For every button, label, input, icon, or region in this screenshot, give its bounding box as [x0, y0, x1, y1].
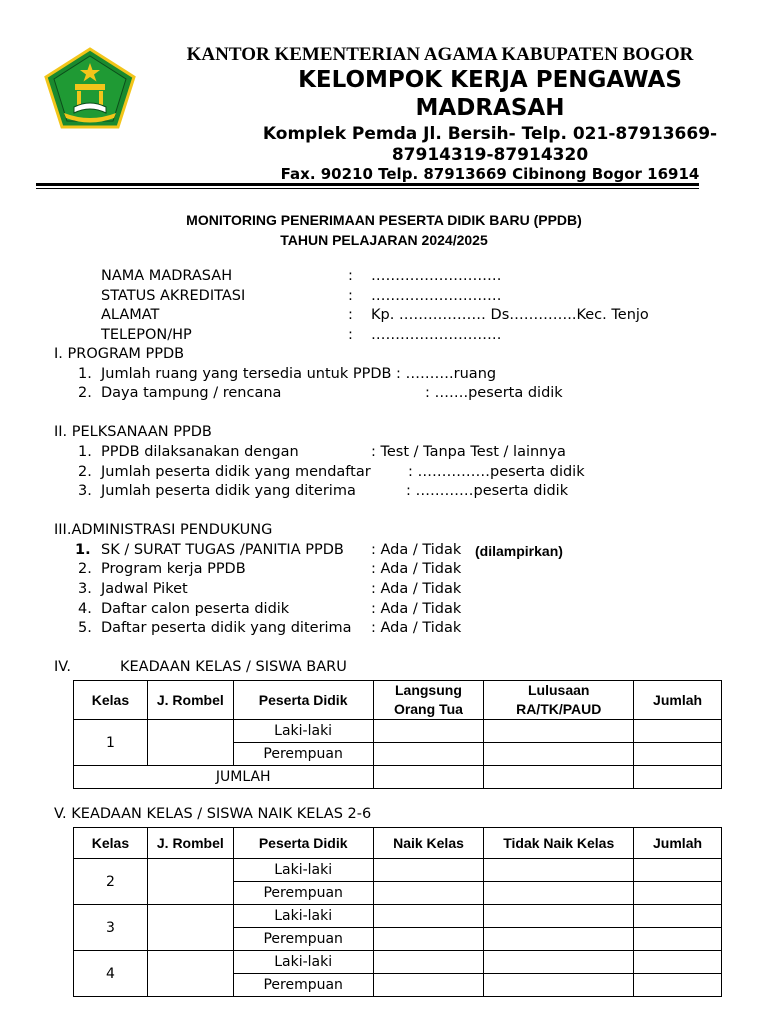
office-name: KANTOR KEMENTERIAN AGAMA KABUPATEN BOGOR: [186, 44, 694, 65]
identity-value-accreditation: ………………………: [371, 288, 502, 304]
section3-item1-note: (dilampirkan): [475, 543, 563, 559]
section3-item1: SK / SURAT TUGAS /PANITIA PPDB: [101, 542, 344, 558]
list-number: 4.: [78, 601, 92, 617]
entry-cell[interactable]: [484, 951, 634, 974]
entry-cell[interactable]: [484, 743, 634, 766]
entry-cell[interactable]: [484, 974, 634, 997]
list-number: 2.: [78, 385, 92, 401]
identity-colon: :: [348, 268, 353, 284]
kelas-cell: 2: [74, 859, 148, 905]
list-number: 3.: [78, 581, 92, 597]
entry-cell[interactable]: [484, 720, 634, 743]
rombel-cell[interactable]: [147, 951, 233, 997]
col-header-kelas: Kelas: [74, 681, 148, 720]
section5-heading: V. KEADAAN KELAS / SISWA NAIK KELAS 2-6: [54, 806, 372, 822]
gender-cell: Perempuan: [233, 882, 373, 905]
col-header-tidak-naik: Tidak Naik Kelas: [484, 828, 634, 859]
rombel-cell[interactable]: [147, 859, 233, 905]
col-header-lulusan: Lulusaan RA/TK/PAUD: [484, 681, 634, 720]
entry-cell[interactable]: [373, 859, 484, 882]
col-header-kelas: Kelas: [74, 828, 148, 859]
section3-item5-value: : Ada / Tidak: [371, 620, 462, 636]
list-number: 5.: [78, 620, 92, 636]
section3-item2-value: : Ada / Tidak: [371, 561, 462, 577]
entry-cell[interactable]: [634, 882, 722, 905]
new-students-table: [73, 680, 722, 789]
section2-item3-value: : …………peserta didik: [406, 483, 569, 499]
doc-year: TAHUN PELAJARAN 2024/2025: [280, 232, 488, 248]
group-name-line2: MADRASAH: [415, 95, 565, 121]
entry-cell[interactable]: [484, 928, 634, 951]
entry-cell[interactable]: [484, 859, 634, 882]
address-line1: Komplek Pemda Jl. Bersih- Telp. 021-87913669-: [262, 124, 718, 144]
section3-item3: Jadwal Piket: [101, 581, 188, 597]
section4-number: IV.: [54, 659, 71, 675]
entry-cell[interactable]: [373, 882, 484, 905]
entry-cell[interactable]: [484, 882, 634, 905]
entry-cell[interactable]: [634, 905, 722, 928]
entry-cell[interactable]: [634, 859, 722, 882]
address-line2: 87914319-87914320: [391, 145, 589, 165]
entry-cell[interactable]: [373, 766, 484, 789]
kelas-cell: 3: [74, 905, 148, 951]
entry-cell[interactable]: [484, 905, 634, 928]
fax-line: Fax. 90210 Telp. 87913669 Cibinong Bogor 16914: [280, 165, 700, 183]
section4-heading: KEADAAN KELAS / SISWA BARU: [120, 659, 347, 675]
entry-cell[interactable]: [634, 720, 722, 743]
list-number: 1.: [75, 542, 91, 558]
identity-value-name: ………………………: [371, 268, 502, 284]
gender-cell: Perempuan: [233, 743, 373, 766]
section2-item2: Jumlah peserta didik yang mendaftar: [101, 464, 371, 480]
gender-cell: Laki-laki: [233, 905, 373, 928]
section3-item2: Program kerja PPDB: [101, 561, 246, 577]
gender-cell: Laki-laki: [233, 859, 373, 882]
entry-cell[interactable]: [373, 951, 484, 974]
list-number: 1.: [78, 444, 92, 460]
identity-value-address: Kp. ……………… Ds…………..Kec. Tenjo: [371, 307, 649, 323]
header-divider-thick: [36, 183, 699, 186]
total-label: JUMLAH: [74, 766, 374, 789]
entry-cell[interactable]: [373, 743, 484, 766]
group-name-line1: KELOMPOK KERJA PENGAWAS: [298, 67, 682, 93]
entry-cell[interactable]: [634, 928, 722, 951]
section3-item4: Daftar calon peserta didik: [101, 601, 290, 617]
identity-value-phone: ………………………: [371, 327, 502, 343]
entry-cell[interactable]: [484, 766, 634, 789]
entry-cell[interactable]: [373, 905, 484, 928]
identity-colon: :: [348, 307, 353, 323]
rombel-cell[interactable]: [147, 905, 233, 951]
list-number: 1.: [78, 366, 92, 382]
col-header-jumlah: Jumlah: [634, 828, 722, 859]
identity-colon: :: [348, 327, 353, 343]
doc-title: MONITORING PENERIMAAN PESERTA DIDIK BARU (PPDB): [186, 212, 582, 228]
section1-item2: Daya tampung / rencana: [101, 385, 282, 401]
col-header-rombel: J. Rombel: [147, 681, 233, 720]
identity-label-name: NAMA MADRASAH: [101, 268, 233, 284]
section3-item1-value: : Ada / Tidak: [371, 542, 462, 558]
kelas-cell: 4: [74, 951, 148, 997]
section1-item2-value: : …….peserta didik: [425, 385, 563, 401]
entry-cell[interactable]: [373, 928, 484, 951]
section2-item3: Jumlah peserta didik yang diterima: [101, 483, 356, 499]
section2-item1: PPDB dilaksanakan dengan: [101, 444, 299, 460]
col-header-rombel: J. Rombel: [147, 828, 233, 859]
header-divider-thin: [36, 188, 699, 189]
rombel-cell[interactable]: [147, 720, 233, 766]
list-number: 2.: [78, 464, 92, 480]
entry-cell[interactable]: [634, 974, 722, 997]
gender-cell: Perempuan: [233, 928, 373, 951]
entry-cell[interactable]: [634, 951, 722, 974]
kelas-cell: 1: [74, 720, 148, 766]
list-number: 3.: [78, 483, 92, 499]
identity-label-address: ALAMAT: [101, 307, 160, 323]
section3-item3-value: : Ada / Tidak: [371, 581, 462, 597]
section2-heading: II. PELKSANAAN PPDB: [54, 424, 212, 440]
section3-heading: III.ADMINISTRASI PENDUKUNG: [54, 522, 273, 538]
section3-item5: Daftar peserta didik yang diterima: [101, 620, 352, 636]
section1-item1: Jumlah ruang yang tersedia untuk PPDB : ……….ruang: [101, 366, 497, 382]
gender-cell: Laki-laki: [233, 951, 373, 974]
col-header-naik: Naik Kelas: [373, 828, 484, 859]
section2-item1-value: : Test / Tanpa Test / lainnya: [371, 444, 566, 460]
gender-cell: Laki-laki: [233, 720, 373, 743]
entry-cell[interactable]: [373, 720, 484, 743]
identity-label-accreditation: STATUS AKREDITASI: [101, 288, 246, 304]
section3-item4-value: : Ada / Tidak: [371, 601, 462, 617]
identity-colon: :: [348, 288, 353, 304]
section2-item2-value: : ……………peserta didik: [408, 464, 585, 480]
gender-cell: Perempuan: [233, 974, 373, 997]
entry-cell[interactable]: [373, 974, 484, 997]
entry-cell[interactable]: [634, 743, 722, 766]
section1-heading: I. PROGRAM PPDB: [54, 346, 185, 362]
list-number: 2.: [78, 561, 92, 577]
promotion-table: [73, 827, 722, 997]
col-header-peserta: Peserta Didik: [233, 828, 373, 859]
col-header-peserta: Peserta Didik: [233, 681, 373, 720]
col-header-jumlah: Jumlah: [634, 681, 722, 720]
identity-label-phone: TELEPON/HP: [101, 327, 192, 343]
col-header-langsung: Langsung Orang Tua: [373, 681, 484, 720]
entry-cell[interactable]: [634, 766, 722, 789]
